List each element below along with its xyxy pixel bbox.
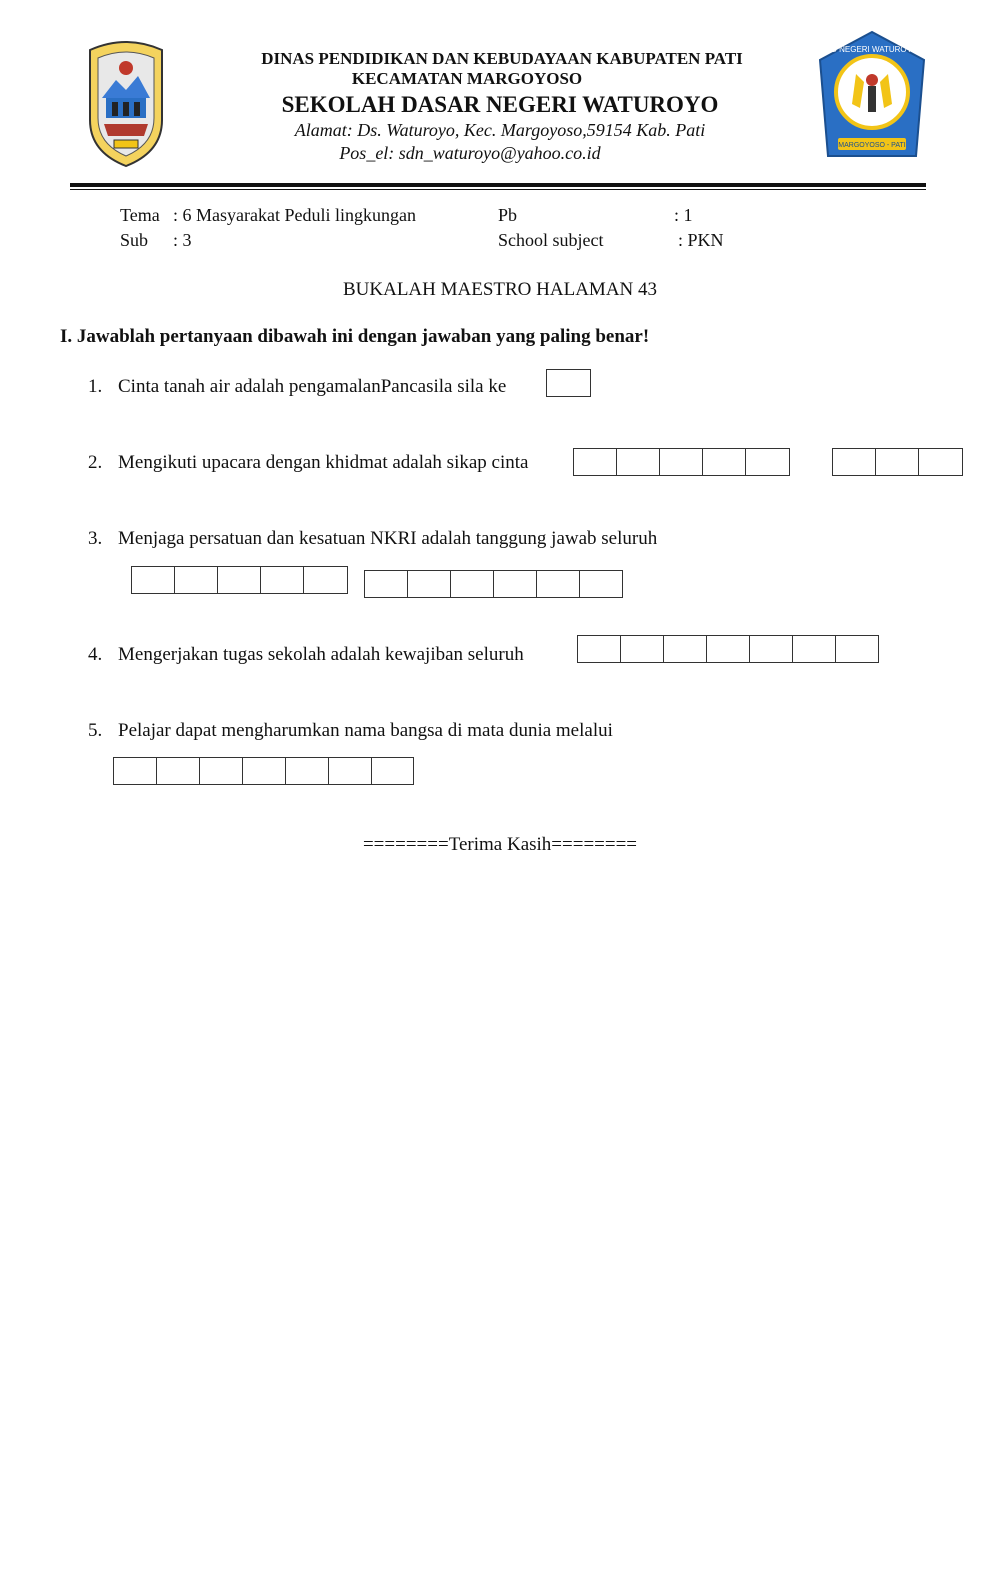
answer-cell[interactable]	[114, 758, 157, 784]
logo-bottom-text: MARGOYOSO - PATI	[838, 142, 906, 149]
worksheet-subtitle: BUKALAH MAESTRO HALAMAN 43	[342, 279, 658, 300]
answer-cell[interactable]	[660, 449, 703, 475]
district-title: KECAMATAN MARGOYOSO	[351, 69, 583, 88]
answer-cell[interactable]	[132, 567, 175, 593]
answer-cell[interactable]	[408, 571, 451, 597]
question-5	[88, 720, 613, 742]
subject-value: : PKN	[678, 230, 724, 250]
pb-label: Pb	[498, 205, 518, 225]
question-text: Menjaga persatuan dan kesatuan NKRI adalah tanggung jawab seluruh	[118, 528, 658, 549]
question-3	[88, 528, 657, 550]
answer-cell[interactable]	[175, 567, 218, 593]
instruction-heading: I. Jawablah pertanyaan dibawah ini dengan jawaban yang paling benar!	[60, 326, 650, 347]
question-text: Cinta tanah air adalah pengamalanPancasila sila ke	[118, 376, 507, 397]
answer-cell[interactable]	[617, 449, 660, 475]
answer-cell[interactable]	[580, 571, 623, 597]
tema-value: : 6 Masyarakat Peduli lingkungan	[173, 205, 416, 225]
sub-label: Sub	[120, 230, 149, 250]
answer-cell[interactable]	[750, 636, 793, 662]
pb-value: : 1	[674, 205, 693, 225]
answer-cell[interactable]	[793, 636, 836, 662]
answer-cell[interactable]	[286, 758, 329, 784]
answer-cell[interactable]	[833, 449, 876, 475]
question-text: Mengerjakan tugas sekolah adalah kewajiban seluruh	[118, 644, 524, 665]
agency-title: DINAS PENDIDIKAN DAN KEBUDAYAAN KABUPATEN PATI	[261, 49, 743, 68]
answer-cell[interactable]	[372, 758, 415, 784]
answer-cell[interactable]	[243, 758, 286, 784]
answer-cell[interactable]	[451, 571, 494, 597]
school-address: Alamat: Ds. Waturoyo, Kec. Margoyoso,59154 Kab. Pati	[294, 120, 706, 140]
answer-cell[interactable]	[365, 571, 408, 597]
answer-cell[interactable]	[304, 567, 347, 593]
question-text: Mengikuti upacara dengan khidmat adalah sikap cinta	[118, 452, 529, 473]
answer-boxes-q1[interactable]	[546, 369, 591, 397]
answer-cell[interactable]	[329, 758, 372, 784]
answer-cell[interactable]	[836, 636, 879, 662]
question-number: 4.	[88, 644, 103, 665]
sub-value: : 3	[173, 230, 192, 250]
question-number: 2.	[88, 452, 103, 473]
answer-cell[interactable]	[703, 449, 746, 475]
answer-boxes-q2-word1[interactable]	[573, 448, 790, 476]
closing-note: ========Terima Kasih========	[362, 834, 638, 855]
answer-cell[interactable]	[157, 758, 200, 784]
question-number: 1.	[88, 376, 103, 397]
answer-cell[interactable]	[664, 636, 707, 662]
answer-cell[interactable]	[261, 567, 304, 593]
school-name: SEKOLAH DASAR NEGERI WATUROYO	[281, 92, 719, 117]
question-number: 5.	[88, 720, 103, 741]
answer-cell[interactable]	[218, 567, 261, 593]
tema-label: Tema	[120, 205, 160, 225]
answer-cell[interactable]	[547, 370, 590, 396]
answer-cell[interactable]	[746, 449, 789, 475]
answer-cell[interactable]	[919, 449, 962, 475]
answer-cell[interactable]	[621, 636, 664, 662]
pati-regency-crest-logo	[84, 40, 168, 168]
answer-boxes-q4[interactable]	[577, 635, 879, 663]
answer-boxes-q3-word1[interactable]	[131, 566, 348, 594]
answer-boxes-q2-word2[interactable]	[832, 448, 963, 476]
answer-boxes-q5[interactable]	[113, 757, 414, 785]
question-2	[88, 452, 528, 474]
question-text: Pelajar dapat mengharumkan nama bangsa di mata dunia melalui	[118, 720, 613, 741]
subject-label: School subject	[498, 230, 604, 250]
question-1	[88, 376, 506, 398]
answer-cell[interactable]	[537, 571, 580, 597]
answer-cell[interactable]	[876, 449, 919, 475]
header-divider	[70, 183, 926, 187]
question-number: 3.	[88, 528, 103, 549]
answer-cell[interactable]	[578, 636, 621, 662]
answer-boxes-q3-word2[interactable]	[364, 570, 623, 598]
header-divider-thin	[70, 189, 926, 190]
sd-negeri-waturoyo-logo	[816, 30, 928, 162]
question-4	[88, 644, 524, 666]
logo-top-text: SD NEGERI WATUROYO	[825, 45, 919, 54]
answer-cell[interactable]	[574, 449, 617, 475]
school-email: Pos_el: sdn_waturoyo@yahoo.co.id	[339, 143, 601, 163]
answer-cell[interactable]	[200, 758, 243, 784]
answer-cell[interactable]	[707, 636, 750, 662]
answer-cell[interactable]	[494, 571, 537, 597]
